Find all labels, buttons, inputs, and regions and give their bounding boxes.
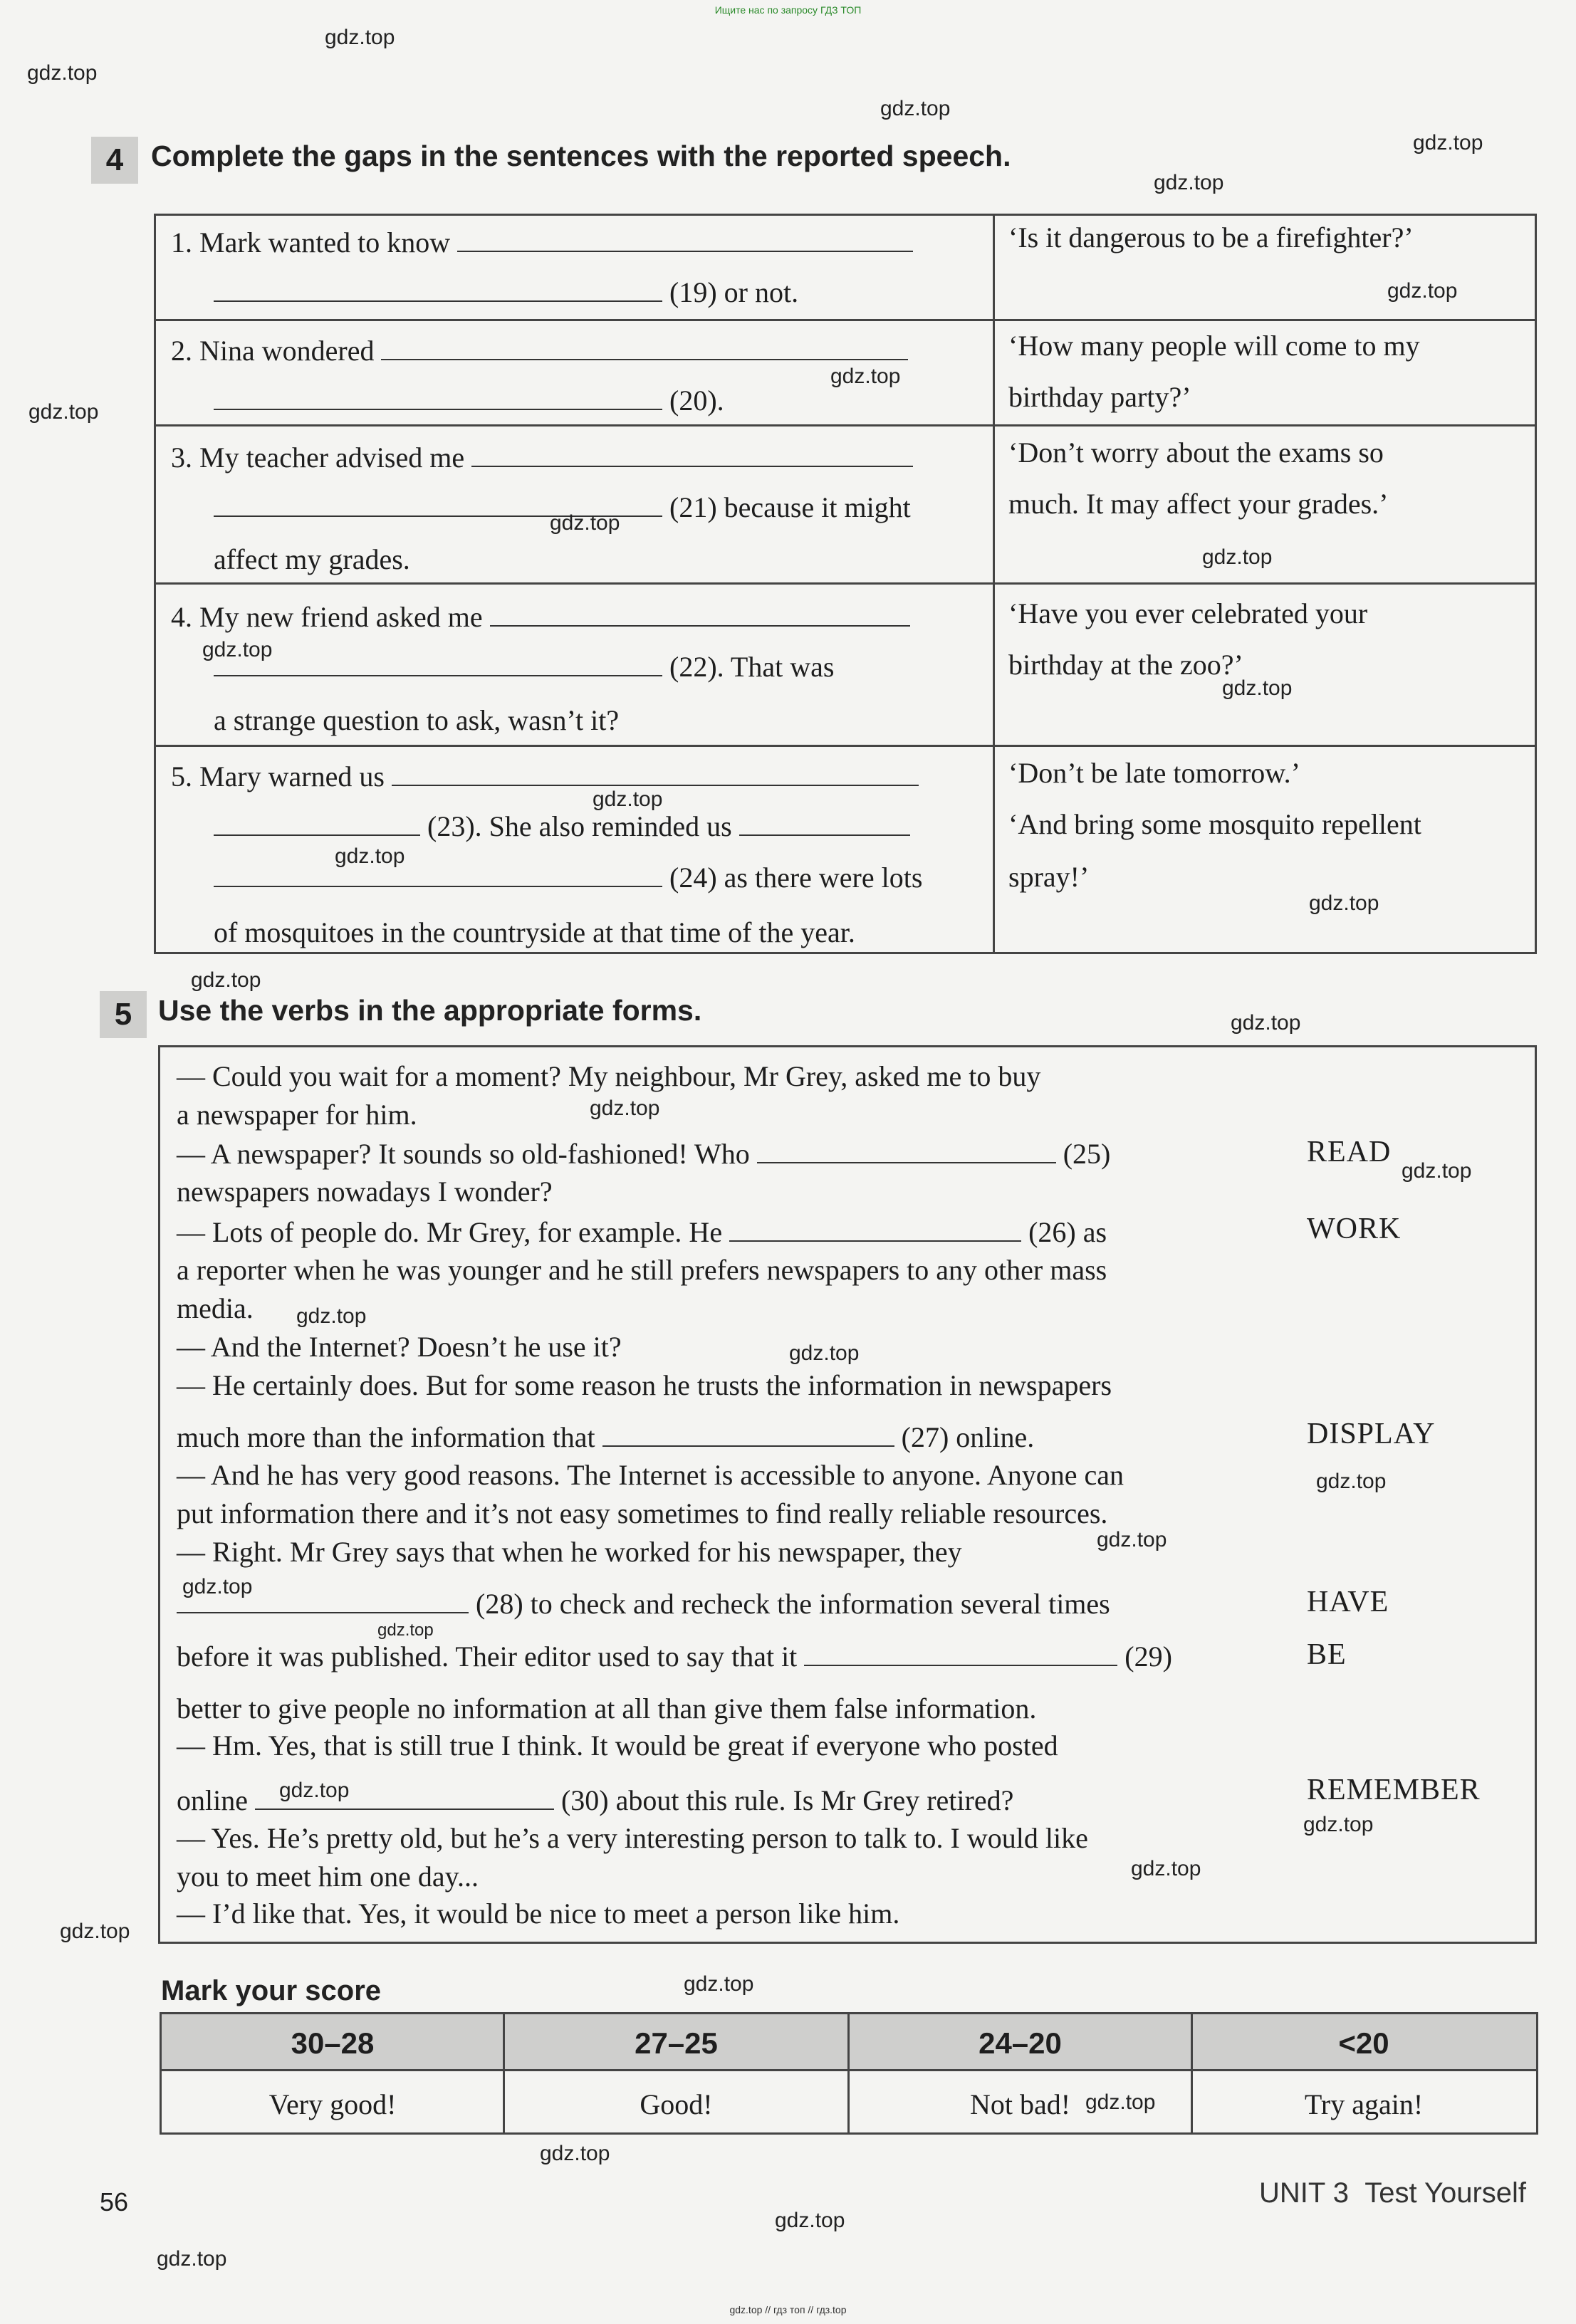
watermark[interactable]: gdz.top [1231,1011,1301,1035]
watermark[interactable]: gdz.top [590,1096,660,1120]
score-range: 30–28 [291,2026,375,2060]
watermark[interactable]: gdz.top [1085,2090,1156,2114]
dialogue-line: a newspaper for him. [177,1099,417,1131]
gap-19-cont[interactable] [214,276,662,302]
row-4-text: 4. My new friend asked me [171,601,483,633]
watermark[interactable]: gdz.top [27,61,98,85]
dialogue-line: better to give people no information at all than give them false information. [177,1692,1037,1724]
watermark[interactable]: gdz.top [28,400,99,424]
watermark[interactable]: gdz.top [1131,1857,1201,1880]
gap-20[interactable] [381,335,908,360]
watermark[interactable]: gdz.top [1202,545,1273,569]
row-3-quote-2: much. It may affect your grades.’ [1008,488,1389,520]
watermark[interactable]: gdz.top [335,844,405,868]
gap-21[interactable] [471,441,913,467]
score-label: Not bad! [969,2088,1071,2120]
watermark[interactable]: gdz.top [157,2247,227,2271]
gap-29-label: (29) [1124,1640,1172,1673]
row-2-text-2: (20). [669,384,724,417]
watermark[interactable]: gdz.top [1097,1528,1167,1551]
row-5-text-4: of mosquitoes in the countryside at that time of the year. [214,916,855,948]
unit-label: UNIT 3 [1259,2177,1349,2209]
row-5-text: 5. Mary warned us [171,760,385,792]
row-4-text-3: a strange question to ask, wasn’t it? [214,704,620,736]
unit-footer [1259,2177,1526,2209]
row-5-quote-1: ‘Don’t be late tomorrow.’ [1008,757,1300,789]
verb-work: WORK [1307,1213,1402,1245]
watermark[interactable]: gdz.top [191,968,261,992]
dialogue-line: — He certainly does. But for some reason he trusts the information in newspapers [177,1369,1112,1401]
row-5-text-2: (23). She also reminded us [427,810,732,842]
row-1-text-2: (19) or not. [669,276,799,308]
row-1-text: 1. Mark wanted to know [171,226,451,258]
verb-have: HAVE [1307,1586,1389,1618]
gap-19[interactable] [457,226,913,252]
gap-24-cont[interactable] [214,862,662,887]
dialogue-line: — Could you wait for a moment? My neighbour, Mr Grey, asked me to buy [177,1060,1041,1092]
watermark[interactable]: gdz.top [1316,1470,1387,1493]
row-5-text-3: (24) as there were lots [669,862,923,894]
dialogue-line: — A newspaper? It sounds so old-fashioned! Who [177,1138,750,1170]
watermark[interactable]: gdz.top [830,365,901,388]
verb-be: BE [1307,1638,1347,1671]
watermark[interactable]: gdz.top [593,787,663,811]
gap-23[interactable] [392,760,919,786]
dialogue-line: before it was published. Their editor used to say that it [177,1640,798,1673]
dialogue-line: — Lots of people do. Mr Grey, for example. He [177,1216,723,1248]
section-4-title: Complete the gaps in the sentences with the reported speech. [151,140,1011,172]
dialogue-line: — And the Internet? Doesn’t he use it? [177,1331,622,1363]
gap-24[interactable] [739,810,910,836]
watermark[interactable]: gdz.top [1309,891,1379,915]
page-number: 56 [100,2187,129,2216]
verb-read: READ [1307,1136,1392,1168]
gap-28-label: (28) to check and recheck the information several times [476,1588,1110,1620]
gap-25-label: (25) [1063,1138,1111,1170]
score-label: Try again! [1304,2088,1424,2120]
gap-26[interactable] [729,1216,1021,1242]
section-5-title: Use the verbs in the appropriate forms. [158,994,702,1027]
dialogue-line: you to meet him one day... [177,1860,479,1893]
watermark[interactable]: gdz.top [1154,171,1224,194]
row-3-text: 3. My teacher advised me [171,441,465,473]
score-title: Mark your score [161,1975,382,2006]
row-5-quote-3: spray!’ [1008,861,1090,893]
score-range: 24–20 [979,2026,1062,2060]
row-5-quote-2: ‘And bring some mosquito repellent [1008,808,1421,840]
dialogue-line: newspapers nowadays I wonder? [177,1176,553,1208]
row-2-text: 2. Nina wondered [171,335,375,367]
dialogue-line: online [177,1784,248,1816]
unit-title: Test Yourself [1364,2177,1527,2209]
dialogue-line: much more than the information that [177,1421,595,1453]
watermark[interactable]: gdz.top [775,2209,845,2232]
watermark[interactable]: gdz.top [325,26,395,49]
row-2-quote-2: birthday party?’ [1008,381,1191,413]
row-4-quote-1: ‘Have you ever celebrated your [1008,597,1368,629]
gap-22-cont[interactable] [214,651,662,676]
footer-links[interactable]: gdz.top // гдз топ // гдз.top [729,2304,847,2315]
watermark[interactable]: gdz.top [60,1920,130,1943]
dialogue-line: put information there and it’s not easy sometimes to find really reliable resources. [177,1497,1108,1529]
score-range: 27–25 [635,2026,718,2060]
gap-27-label: (27) online. [901,1421,1035,1453]
section-4-number: 4 [91,137,138,184]
dialogue-line: — Right. Mr Grey says that when he worked for his newspaper, they [177,1536,962,1568]
watermark[interactable]: gdz.top [1222,676,1293,700]
dialogue-line: a reporter when he was younger and he still prefers newspapers to any other mass [177,1254,1107,1286]
watermark[interactable]: gdz.top [279,1779,350,1802]
watermark[interactable]: gdz.top [1413,131,1483,155]
row-4-quote-2: birthday at the zoo?’ [1008,649,1243,681]
watermark[interactable]: gdz.top [540,2142,610,2165]
score-label: Very good! [268,2088,397,2120]
gap-23-cont[interactable] [214,810,420,836]
gap-25[interactable] [757,1138,1056,1163]
gap-20-cont[interactable] [214,384,662,410]
score-range: <20 [1338,2026,1389,2060]
row-2-quote-1: ‘How many people will come to my [1008,330,1420,362]
watermark[interactable]: gdz.top [202,638,273,661]
row-3-text-2: (21) because it might [669,491,911,523]
verb-display: DISPLAY [1307,1418,1436,1450]
watermark[interactable]: gdz.top [296,1304,367,1328]
row-4-text-2: (22). That was [669,651,835,683]
watermark[interactable]: gdz.top [377,1621,434,1640]
gap-29[interactable] [804,1640,1117,1666]
watermark[interactable]: gdz.top [1402,1159,1472,1183]
row-3-text-3: affect my grades. [214,543,410,575]
score-label: Good! [640,2088,713,2120]
dialogue-line: media. [177,1292,254,1324]
gap-26-label: (26) as [1028,1216,1107,1248]
dialogue-line: — I’d like that. Yes, it would be nice to meet a person like him. [177,1898,900,1930]
section-5-number: 5 [100,991,147,1038]
watermark[interactable]: gdz.top [1387,279,1458,303]
verb-remember: REMEMBER [1307,1774,1481,1806]
dialogue-line: — Hm. Yes, that is still true I think. It would be great if everyone who posted [177,1729,1058,1762]
row-1-quote: ‘Is it dangerous to be a firefighter?’ [1008,221,1414,253]
watermark[interactable]: gdz.top [182,1575,253,1598]
row-3-quote-1: ‘Don’t worry about the exams so [1008,436,1384,469]
watermark[interactable]: gdz.top [789,1341,860,1365]
gap-27[interactable] [602,1421,894,1447]
dialogue-line: — And he has very good reasons. The Internet is accessible to anyone. Anyone can [177,1459,1124,1491]
dialogue-line: — Yes. He’s pretty old, but he’s a very interesting person to talk to. I would like [177,1822,1088,1854]
watermark[interactable]: gdz.top [684,1972,754,1996]
watermark[interactable]: gdz.top [880,97,951,120]
gap-22[interactable] [490,601,910,627]
watermark[interactable]: gdz.top [1303,1813,1374,1836]
header-link[interactable]: Ищите нас по запросу ГДЗ ТОП [714,4,862,16]
gap-30-label: (30) about this rule. Is Mr Grey retired? [560,1784,1014,1816]
watermark[interactable]: gdz.top [550,511,620,535]
